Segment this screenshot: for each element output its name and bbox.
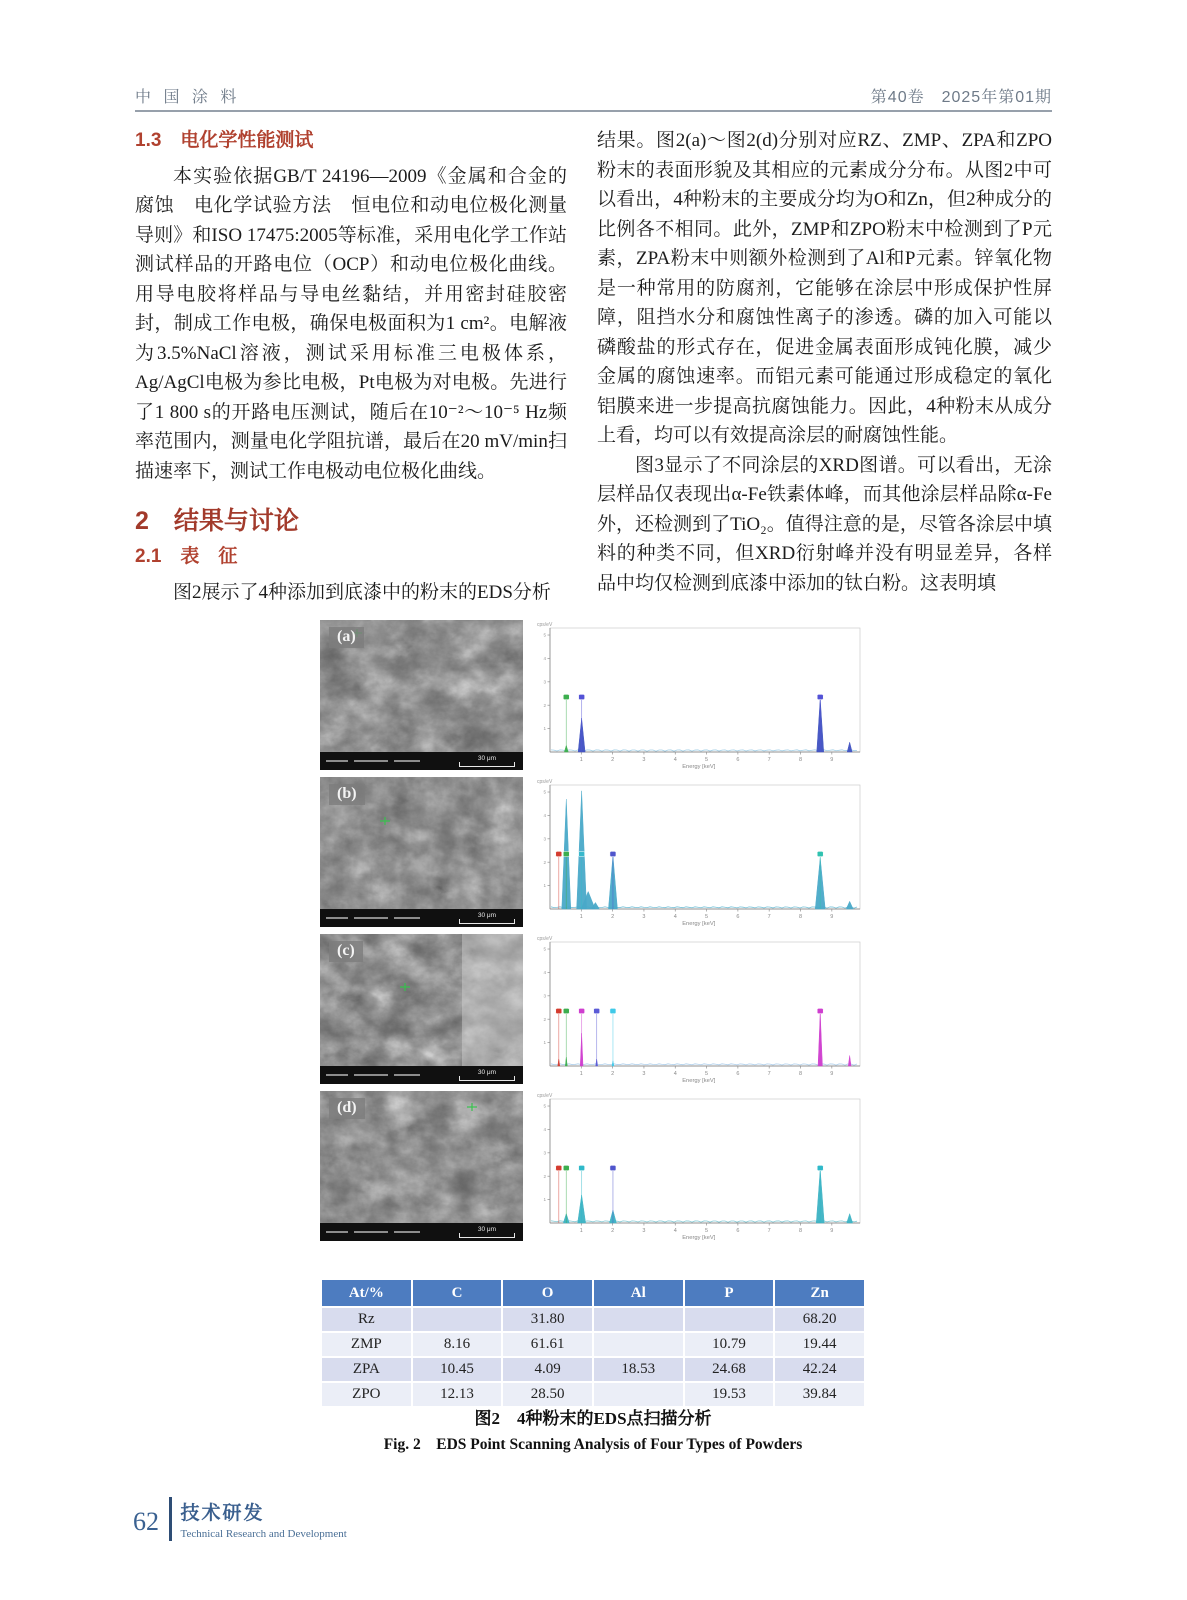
table-header-cell: Al	[594, 1280, 683, 1306]
svg-text:1: 1	[579, 757, 583, 763]
svg-text:1: 1	[579, 1228, 583, 1234]
table-header-cell: At/%	[322, 1280, 411, 1306]
eds-spectrum-rz	[534, 620, 866, 770]
issue-info: 第40卷 2025年第01期	[870, 89, 1052, 106]
right-column	[597, 126, 1052, 598]
section-2-heading: 2 结果与讨论	[135, 507, 299, 536]
value-cell: 19.44	[775, 1333, 864, 1356]
footer-section-title: 技术研发	[180, 1503, 265, 1524]
svg-text:cps/eV: cps/eV	[537, 779, 553, 785]
svg-text:8: 8	[798, 1071, 803, 1077]
svg-text:2: 2	[543, 859, 546, 865]
scale-bar-label: 30 μm	[477, 911, 497, 919]
scale-bar	[459, 913, 515, 924]
row-label-cell: ZPO	[322, 1383, 411, 1406]
journal-name: 中 国 涂 料	[135, 89, 241, 106]
row-label-cell: Rz	[322, 1308, 411, 1331]
eds-spectrum-chart	[534, 1091, 866, 1241]
value-cell: 8.16	[413, 1333, 502, 1356]
svg-text:4: 4	[673, 914, 677, 920]
svg-text:5: 5	[705, 757, 709, 763]
svg-text:2: 2	[543, 1173, 546, 1179]
svg-text:3: 3	[543, 1150, 546, 1156]
scale-bar	[459, 1227, 515, 1238]
eds-spectrum-chart	[534, 620, 866, 770]
eds-spectrum-zpo	[534, 1091, 866, 1241]
svg-text:cps/eV: cps/eV	[537, 1093, 553, 1099]
svg-text:9: 9	[830, 914, 834, 920]
svg-text:Energy [keV]: Energy [keV]	[682, 921, 716, 927]
section-1-3-body: 本实验依据GB/T 24196—2009《金属和合金的腐蚀 电化学试验方法 恒电位和动电位极化测量导则》和ISO 17475:2005等标准，采用电化学工作站测试样品的开路电位（OCP）和动电位极化曲线。用导电胶将样品与导电丝黏结，并用密封硅胶密封，制成工作电极，确保电极面积为1 cm²。电解液为3.5%NaCl溶液，测试采用标准三电极体系，Ag/AgCl电极为参比电极，Pt电极为对电极。先进行了1 800 s的开路电压测试，随后在10⁻²～10⁻⁵ Hz频率范围内，测量电化学阻抗谱，最后在20 mV/min扫描速率下，测试工作电极动电位极化曲线。	[135, 165, 567, 482]
section-1-3-heading: 1.3 电化学性能测试	[135, 130, 314, 151]
svg-text:1: 1	[543, 883, 546, 889]
svg-text:6: 6	[736, 1071, 740, 1077]
page-number: 62	[133, 1507, 159, 1536]
sem-image-zpo	[320, 1091, 523, 1241]
left-column	[135, 126, 567, 608]
svg-text:9: 9	[830, 1071, 834, 1077]
svg-text:2: 2	[611, 1071, 615, 1077]
panel-label: (d)	[329, 1098, 365, 1119]
value-cell: 31.80	[503, 1308, 592, 1331]
svg-text:4: 4	[543, 1127, 546, 1133]
value-cell: 12.13	[413, 1383, 502, 1406]
svg-text:5: 5	[543, 1103, 546, 1109]
svg-text:7: 7	[767, 757, 771, 763]
eds-spectrum-zpa	[534, 934, 866, 1084]
svg-text:Energy [keV]: Energy [keV]	[682, 1078, 716, 1084]
svg-text:2: 2	[611, 914, 615, 920]
svg-text:8: 8	[798, 1228, 803, 1234]
svg-text:5: 5	[543, 789, 546, 795]
svg-text:3: 3	[543, 836, 546, 842]
sem-info-bar	[320, 1223, 523, 1241]
svg-text:cps/eV: cps/eV	[537, 936, 553, 942]
value-cell: 28.50	[503, 1383, 592, 1406]
svg-text:2: 2	[543, 1016, 546, 1022]
svg-text:5: 5	[705, 1228, 709, 1234]
scale-bar	[459, 1070, 515, 1081]
value-cell	[413, 1308, 502, 1331]
svg-text:6: 6	[736, 1228, 740, 1234]
footer-divider	[169, 1497, 172, 1541]
svg-text:1: 1	[543, 1197, 546, 1203]
table-header-cell: P	[685, 1280, 774, 1306]
svg-text:4: 4	[543, 813, 546, 819]
svg-text:cps/eV: cps/eV	[537, 622, 553, 628]
figure-row-zmp	[320, 777, 866, 927]
value-cell: 4.09	[503, 1358, 592, 1381]
svg-text:6: 6	[736, 757, 740, 763]
panel-label: (b)	[329, 784, 365, 805]
value-cell: 24.68	[685, 1358, 774, 1381]
scale-bar-label: 30 μm	[477, 1225, 497, 1233]
table-header-row	[322, 1280, 864, 1306]
svg-text:5: 5	[543, 946, 546, 952]
svg-text:3: 3	[543, 679, 546, 685]
right-paragraph-1: 结果。图2(a)～图2(d)分别对应RZ、ZMP、ZPA和ZPO粉末的表面形貌及其相应的元素成分分布。从图2中可以看出，4种粉末的主要成分均为O和Zn，但2种成分的比例各不相同。此外，ZMP和ZPO粉末中检测到了P元素，ZPA粉末中则额外检测到了Al和P元素。锌氧化物是一种常用的防腐剂，它能够在涂层中形成保护性屏障，阻挡水分和腐蚀性离子的渗透。磷的加入可能以磷酸盐的形式存在，促进金属表面形成钝化膜，减少金属的腐蚀速率。而铝元素可能通过形成稳定的氧化铝膜来进一步提高抗腐蚀能力。因此，4种粉末从成分上看，均可以有效提高涂层的耐腐蚀性能。	[597, 130, 1052, 446]
eds-spectrum-chart	[534, 777, 866, 927]
page-footer	[133, 1497, 347, 1541]
value-cell: 10.79	[685, 1333, 774, 1356]
eds-table	[320, 1278, 866, 1408]
svg-text:9: 9	[830, 757, 834, 763]
sem-image-zmp	[320, 777, 523, 927]
value-cell: 18.53	[594, 1358, 683, 1381]
svg-text:1: 1	[543, 726, 546, 732]
svg-text:3: 3	[642, 757, 646, 763]
header-rule	[135, 110, 1052, 112]
sem-image-rz	[320, 620, 523, 770]
svg-text:3: 3	[642, 1228, 646, 1234]
figure-caption-zh: 图2 4种粉末的EDS点扫描分析	[474, 1409, 712, 1428]
value-cell	[594, 1333, 683, 1356]
svg-text:7: 7	[767, 914, 771, 920]
svg-text:1: 1	[543, 1040, 546, 1046]
svg-text:Energy [keV]: Energy [keV]	[682, 1235, 716, 1241]
svg-text:2: 2	[611, 757, 615, 763]
svg-text:Energy [keV]: Energy [keV]	[682, 764, 716, 770]
svg-text:5: 5	[705, 1071, 709, 1077]
value-cell: 68.20	[775, 1308, 864, 1331]
table-header-cell: O	[503, 1280, 592, 1306]
svg-text:7: 7	[767, 1228, 771, 1234]
svg-text:4: 4	[543, 970, 546, 976]
figure-2-panels	[320, 620, 866, 1248]
section-2-1-heading: 2.1 表 征	[135, 546, 238, 568]
figure-row-rz	[320, 620, 866, 770]
svg-text:5: 5	[705, 914, 709, 920]
value-cell: 19.53	[685, 1383, 774, 1406]
svg-text:1: 1	[579, 1071, 583, 1077]
row-label-cell: ZMP	[322, 1333, 411, 1356]
svg-text:2: 2	[543, 702, 546, 708]
svg-text:9: 9	[830, 1228, 834, 1234]
svg-text:8: 8	[798, 914, 803, 920]
scale-bar-label: 30 μm	[477, 754, 497, 762]
table-row	[322, 1383, 864, 1406]
svg-text:1: 1	[579, 914, 583, 920]
svg-text:5: 5	[543, 632, 546, 638]
scale-bar-label: 30 μm	[477, 1068, 497, 1076]
figure-row-zpo	[320, 1091, 866, 1241]
svg-text:4: 4	[673, 1228, 677, 1234]
panel-label: (c)	[329, 941, 363, 962]
row-label-cell: ZPA	[322, 1358, 411, 1381]
eds-spectrum-zmp	[534, 777, 866, 927]
value-cell	[685, 1308, 774, 1331]
svg-text:3: 3	[543, 993, 546, 999]
figure-row-zpa	[320, 934, 866, 1084]
table-header-cell: C	[413, 1280, 502, 1306]
value-cell	[594, 1383, 683, 1406]
sem-info-bar	[320, 1066, 523, 1084]
sem-info-bar	[320, 752, 523, 770]
scale-bar	[459, 756, 515, 767]
value-cell	[594, 1308, 683, 1331]
svg-text:7: 7	[767, 1071, 771, 1077]
svg-text:4: 4	[673, 757, 677, 763]
table-header-cell: Zn	[775, 1280, 864, 1306]
eds-spectrum-chart	[534, 934, 866, 1084]
table-row	[322, 1308, 864, 1331]
value-cell: 61.61	[503, 1333, 592, 1356]
footer-section-subtitle: Technical Research and Development	[180, 1528, 347, 1540]
section-2-1-body: 图2展示了4种添加到底漆中的粉末的EDS分析	[173, 582, 551, 604]
value-cell: 42.24	[775, 1358, 864, 1381]
table-row	[322, 1333, 864, 1356]
svg-text:3: 3	[642, 1071, 646, 1077]
sem-image-zpa	[320, 934, 523, 1084]
svg-text:3: 3	[642, 914, 646, 920]
svg-text:4: 4	[673, 1071, 677, 1077]
value-cell: 39.84	[775, 1383, 864, 1406]
sem-info-bar	[320, 909, 523, 927]
value-cell: 10.45	[413, 1358, 502, 1381]
svg-text:8: 8	[798, 757, 803, 763]
right-paragraph-2: 图3显示了不同涂层的XRD图谱。可以看出，无涂层样品仅表现出α-Fe铁素体峰，而其他涂层样品除α-Fe外，还检测到了TiO₂。值得注意的是，尽管各涂层中填料的种类不同，但XRD衍射峰并没有明显差异，各样品中均仅检测到底漆中添加的钛白粉。这表明填	[597, 454, 1052, 594]
svg-text:6: 6	[736, 914, 740, 920]
svg-text:4: 4	[543, 656, 546, 662]
table-row	[322, 1358, 864, 1381]
panel-label: (a)	[329, 627, 364, 648]
svg-text:2: 2	[611, 1228, 615, 1234]
figure-caption-en: Fig. 2 EDS Point Scanning Analysis of Four Types of Powders	[383, 1436, 803, 1453]
